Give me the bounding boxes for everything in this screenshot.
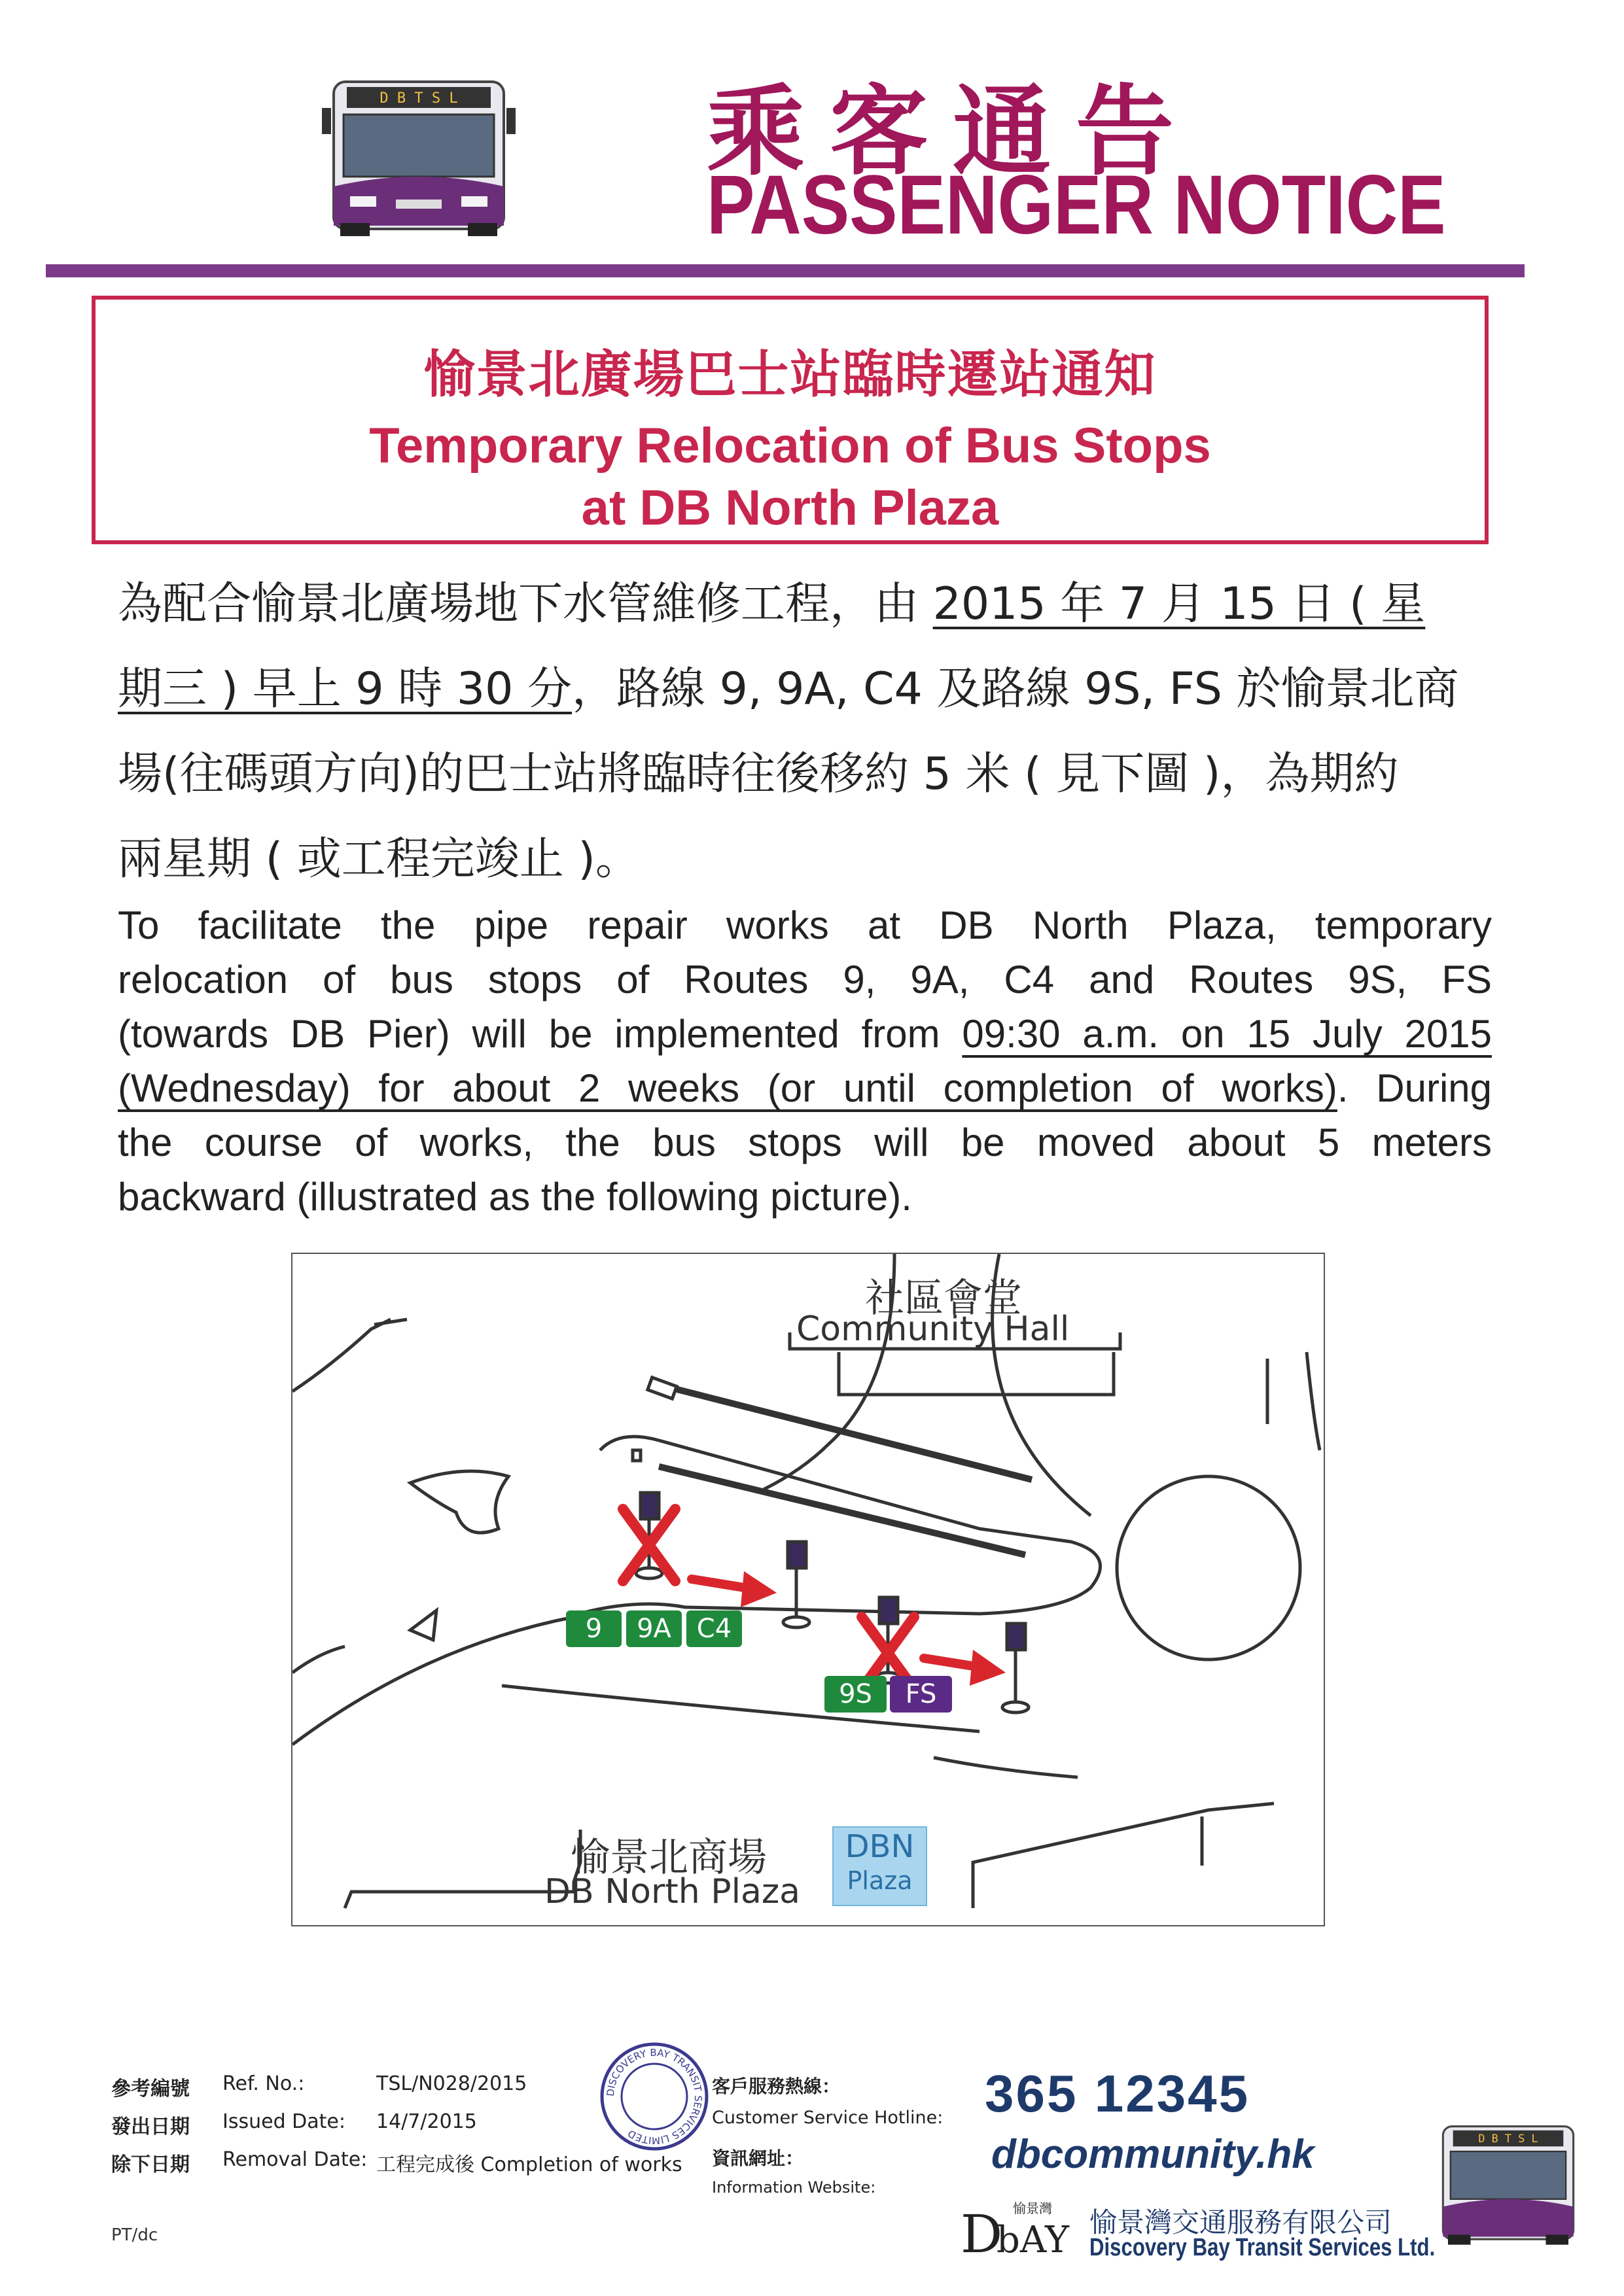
route-badge-9s: 9S bbox=[824, 1676, 887, 1713]
body-zh-time: 期三 ) 早上 9 時 30 分 bbox=[118, 663, 573, 715]
body-en-line4 bbox=[118, 1066, 1492, 1110]
body-en-line1: To facilitate the pipe repair works at DB North Plaza, temporary bbox=[118, 903, 1492, 947]
plaza-label-en: DB North Plaza bbox=[544, 1872, 801, 1911]
cancel-cross-icon bbox=[623, 1509, 914, 1689]
svg-text:DISCOVERY BAY TRANSIT SERVICES: DISCOVERY BAY TRANSIT SERVICES LIMITED bbox=[604, 2046, 705, 2147]
body-en-line6: backward (illustrated as the following picture). bbox=[118, 1175, 912, 1219]
dbay-logo bbox=[961, 2197, 1085, 2265]
plaza-label-zh: 愉景北商場 bbox=[571, 1835, 767, 1881]
relocation-map bbox=[291, 1253, 1325, 1926]
company-name-zh: 愉景灣交通服務有限公司 bbox=[1089, 2206, 1392, 2238]
route-badge-9: 9 bbox=[566, 1610, 622, 1647]
body-en-line2: relocation of bus stops of Routes 9, 9A, C4 and Routes 9S, FS bbox=[118, 958, 1492, 1001]
route-badge-9a: 9A bbox=[626, 1610, 682, 1647]
svg-text:D B T S L: D B T S L bbox=[1478, 2132, 1538, 2146]
body-en-duration: (Wednesday) for about 2 weeks (or until completion of works) bbox=[118, 1066, 1337, 1110]
svg-text:D: D bbox=[961, 2204, 1003, 2265]
bus-stop-new-1 bbox=[783, 1542, 809, 1627]
company-name-en: Discovery Bay Transit Services Ltd. bbox=[1089, 2234, 1436, 2261]
body-en-text: . During bbox=[1337, 1066, 1492, 1110]
svg-text:bAY: bAY bbox=[997, 2219, 1069, 2261]
body-zh-line1 bbox=[118, 578, 1492, 630]
removal-value: 工程完成後 Completion of works bbox=[376, 2153, 682, 2176]
body-en-line3 bbox=[118, 1012, 1492, 1056]
body-zh-text: 為配合愉景北廣場地下水管維修工程，由 bbox=[118, 578, 933, 630]
body-zh-line4: 兩星期 ( 或工程完竣止 )。 bbox=[118, 833, 640, 885]
issued-label: Issued Date: bbox=[222, 2110, 345, 2133]
body-zh-line2 bbox=[118, 663, 1492, 715]
body-en-line5: the course of works, the bus stops will be moved about 5 meters bbox=[118, 1121, 1492, 1164]
body-en-text: (towards DB Pier) will be implemented from bbox=[118, 1012, 962, 1056]
dbn-logo-line1: DBN bbox=[845, 1828, 915, 1865]
heading-title-en-line2: at DB North Plaza bbox=[581, 480, 999, 536]
bus-illustration-small bbox=[1433, 2116, 1583, 2247]
body-en-datetime: 09:30 a.m. on 15 July 2015 bbox=[962, 1012, 1492, 1056]
route-badge-c4: C4 bbox=[686, 1610, 742, 1647]
community-hall-label-en: Community Hall bbox=[796, 1310, 1070, 1349]
bus-stop-new-2 bbox=[1002, 1624, 1029, 1713]
website-label-zh: 資訊網址： bbox=[712, 2148, 804, 2169]
ref-label: Ref. No.: bbox=[222, 2072, 305, 2095]
ref-label-zh: 參考編號 bbox=[111, 2078, 190, 2100]
community-hall-label-zh: 社區會堂 bbox=[865, 1276, 1022, 1321]
body-zh-line3: 場(往碼頭方向)的巴士站將臨時往後移約 5 米 ( 見下圖 )，為期約 bbox=[118, 748, 1399, 800]
company-seal-stamp bbox=[599, 2041, 710, 2152]
hotline-label-zh: 客戶服務熱線： bbox=[712, 2076, 841, 2097]
initials: PT/dc bbox=[111, 2225, 158, 2245]
bus-illustration bbox=[321, 69, 517, 239]
hotline-number: 365 12345 bbox=[985, 2064, 1250, 2123]
dbn-logo-line2: Plaza bbox=[847, 1866, 913, 1895]
removal-label-zh: 除下日期 bbox=[111, 2153, 190, 2176]
bus-sign-text: D B T S L bbox=[380, 90, 458, 107]
header-divider bbox=[46, 264, 1525, 277]
body-zh-text: ，路線 9, 9A, C4 及路線 9S, FS 於愉景北商 bbox=[572, 663, 1459, 715]
heading-title-zh: 愉景北廣場巴士站臨時遷站通知 bbox=[423, 345, 1157, 404]
website-label: Information Website: bbox=[712, 2178, 876, 2197]
notice-title-zh: 乘客通告 bbox=[707, 75, 1199, 189]
heading-title-en-line1: Temporary Relocation of Bus Stops bbox=[369, 418, 1211, 474]
issued-value: 14/7/2015 bbox=[376, 2110, 477, 2133]
map-drawing bbox=[292, 1254, 1326, 1928]
dbn-plaza-logo bbox=[832, 1826, 927, 1906]
removal-label: Removal Date: bbox=[222, 2148, 368, 2171]
heading-box bbox=[92, 296, 1489, 544]
ref-value: TSL/N028/2015 bbox=[376, 2072, 527, 2095]
notice-title-en: PASSENGER NOTICE bbox=[707, 158, 1446, 252]
svg-text:愉景灣: 愉景灣 bbox=[1013, 2200, 1052, 2216]
hotline-label: Customer Service Hotline: bbox=[712, 2108, 944, 2128]
body-zh-date: 2015 年 7 月 15 日 ( 星 bbox=[932, 578, 1426, 630]
website-url[interactable]: dbcommunity.hk bbox=[991, 2132, 1315, 2177]
issued-label-zh: 發出日期 bbox=[111, 2115, 190, 2138]
route-badge-fs: FS bbox=[890, 1676, 952, 1713]
